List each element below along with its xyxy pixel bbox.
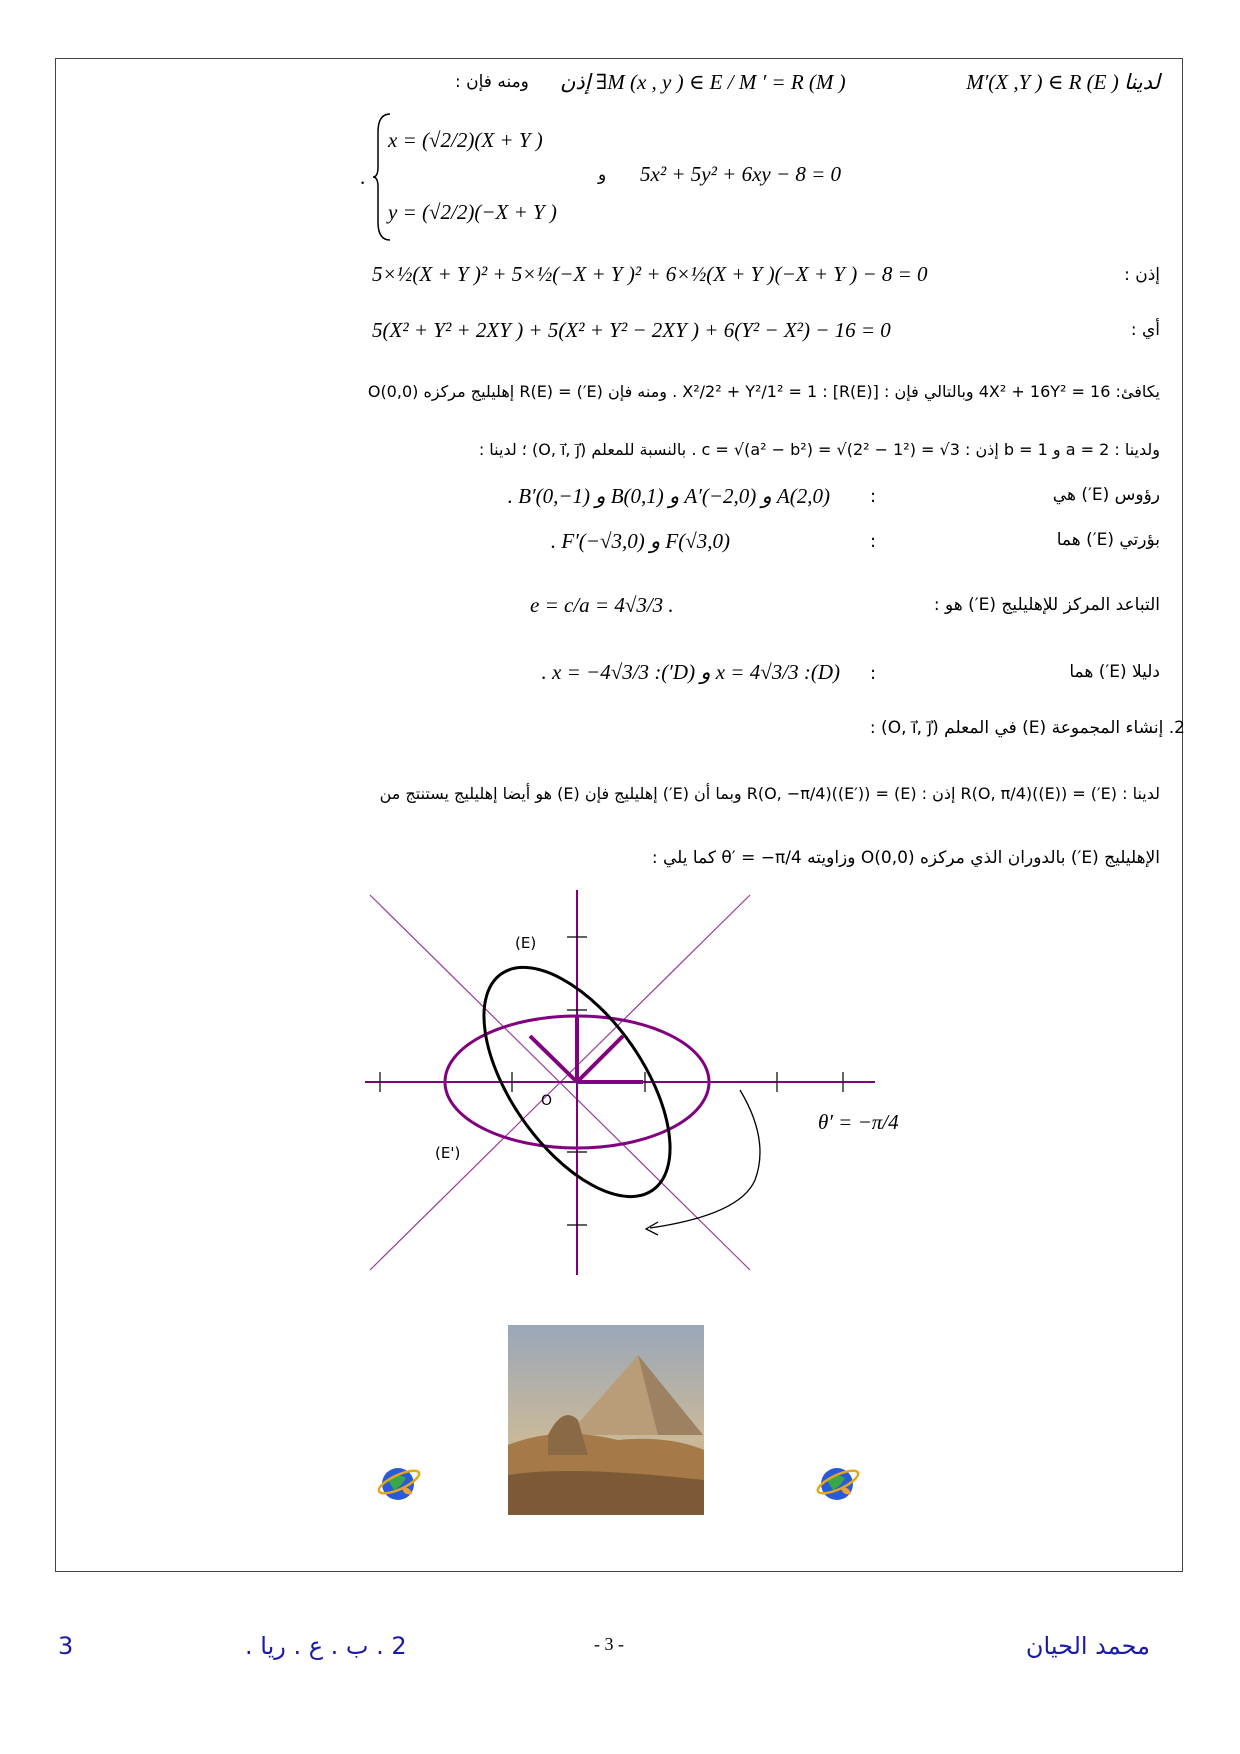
footer-class-label: 2 . ب . ع . ريا . xyxy=(245,1632,407,1660)
line-12: لدينا : (E′) = R(O, π/4)((E)) إذن : (E) = R(O, −π/4)((E′)) وبما أن (E′) إهليليج فإن (E) هو أيضا إهليليج يستنتج من xyxy=(379,784,1160,803)
line-1-left: ومنه فإن : xyxy=(455,72,529,92)
line-9-label: التباعد المركز للإهليليج (E′) هو : xyxy=(933,595,1160,615)
line-7-math: A(2,0) و A′(−2,0) و B(0,1) و B′(0,−1) . xyxy=(507,484,830,508)
pyramids-sphinx-photo xyxy=(508,1325,704,1515)
system-x: x = (√2/2)(X + Y ) xyxy=(388,128,543,152)
line-8-colon: : xyxy=(870,531,877,552)
system-y: y = (√2/2)(−X + Y ) xyxy=(388,200,557,224)
line-4-math: 5(X² + Y² + 2XY ) + 5(X² + Y² − 2XY ) + 6(Y² − X²) − 16 = 0 xyxy=(372,318,891,342)
label-origin: O xyxy=(541,1093,553,1109)
line-1-given xyxy=(966,70,1160,95)
line-3-label: إذن : xyxy=(1124,265,1160,285)
line-8-label: بؤرتي (E′) هما xyxy=(1056,530,1160,550)
line-5: يكافئ: 4X² + 16Y² = 16 وبالتالي فإن : X²/2² + Y²/1² = 1 : [R(E)] . ومنه فإن (E′) = R(E) إهليليج مركزه O(0,0) xyxy=(367,382,1160,401)
line-13: الإهليليج (E′) بالدوران الذي مركزه O(0,0) وزاويته θ′ = −π/4 كما يلي : xyxy=(651,848,1160,868)
line-11: 2. إنشاء المجموعة (E) في المعلم (O, i⃗, j⃗) : xyxy=(869,718,1185,738)
original-equation: 5x² + 5y² + 6xy − 8 = 0 xyxy=(640,162,842,186)
line-10-colon: : xyxy=(870,663,877,684)
footer-page-left: 3 xyxy=(58,1632,74,1660)
line-1-mid: إذن ∃M (x , y ) ∈ E / M ′ = R (M ) xyxy=(560,70,846,94)
line-1-right: لدينا M′(X ,Y ) ∈ R (E ) xyxy=(966,70,1160,94)
line-3-math: 5×½(X + Y )² + 5×½(−X + Y )² + 6×½(X + Y )(−X + Y ) − 8 = 0 xyxy=(372,262,928,286)
ie-globe-icon-left xyxy=(376,1460,422,1506)
label-e: (E) xyxy=(515,934,537,952)
rotation-arrow xyxy=(650,1090,760,1228)
line-10-label: دليلا (E′) هما xyxy=(1069,662,1160,682)
footer-page-center: - 3 - xyxy=(594,1634,624,1654)
line-6: ولدينا : a = 2 و b = 1 إذن : c = √(a² − b²) = √(2² − 1²) = √3 . بالنسبة للمعلم (O, i⃗, j⃗) ؛ لدينا : xyxy=(478,440,1160,459)
line-8-math: F(√3,0) و F′(−√3,0) . xyxy=(550,529,730,553)
ie-globe-icon-right xyxy=(815,1460,861,1506)
system-and: و xyxy=(598,165,607,185)
line-7-colon: : xyxy=(870,486,877,507)
system-dot: . xyxy=(360,165,366,189)
rotation-arrow-head xyxy=(646,1222,658,1235)
line-9-math: e = c/a = 4√3/3 . xyxy=(530,593,674,617)
footer-author: محمد الحيان xyxy=(1025,1632,1150,1660)
ellipse-rotation-figure xyxy=(360,890,880,1275)
label-e-prime: (E') xyxy=(435,1144,461,1162)
line-10-math: (D): x = 4√3/3 و (D′): x = −4√3/3 . xyxy=(541,660,840,684)
segment-b-rotated xyxy=(530,1036,577,1082)
line-4-label: أي : xyxy=(1130,320,1160,340)
angle-label: θ′ = −π/4 xyxy=(818,1110,899,1134)
line-7-label: رؤوس (E′) هي xyxy=(1052,485,1160,505)
